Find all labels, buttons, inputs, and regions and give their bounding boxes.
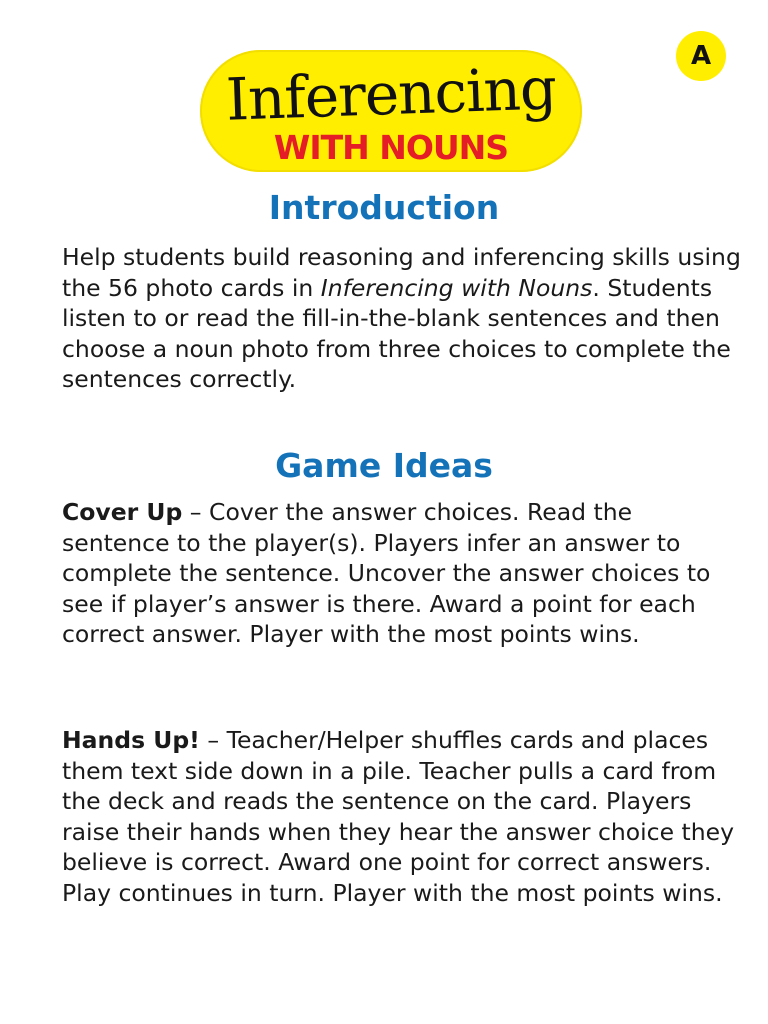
product-name-italic: Inferencing with Nouns: [320, 273, 593, 302]
game-cover-up: [62, 497, 742, 650]
card-letter-badge: A: [676, 31, 726, 81]
intro-text-end: . Students listen to or read the fill-in-the-blank sentences and then choose a noun photo from three choices to complete the sentences correctly.: [62, 273, 731, 394]
game-description: Teacher/Helper shuffles cards and places them text side down in a pile. Teacher pulls a card from the deck and reads the sentence on the card. Players raise their hands when they hear the answer choice they believe is correct. Award one point for correct answers. Play continues in turn. Player with the most points wins.: [62, 726, 734, 907]
introduction-heading: Introduction: [268, 188, 500, 227]
game-separator: –: [199, 726, 227, 754]
introduction-paragraph: [62, 242, 742, 395]
logo-subtitle: WITH NOUNS: [273, 128, 509, 167]
product-logo: [200, 50, 582, 172]
logo-title: Inferencing: [224, 54, 558, 134]
game-name: Cover Up: [62, 498, 183, 526]
intro-text-start: Help students build reasoning and inferencing skills using the 56 photo cards in: [62, 243, 741, 302]
game-description: Cover the answer choices. Read the sentence to the player(s). Players infer an answer to complete the sentence. Uncover the answer choices to see if player’s answer is there. Award a point for each correct answer. Player with the most points wins.: [62, 498, 711, 649]
game-name: Hands Up!: [62, 726, 200, 754]
game-separator: –: [182, 498, 210, 526]
game-hands-up: [62, 725, 742, 909]
game-ideas-heading: Game Ideas: [275, 446, 493, 485]
